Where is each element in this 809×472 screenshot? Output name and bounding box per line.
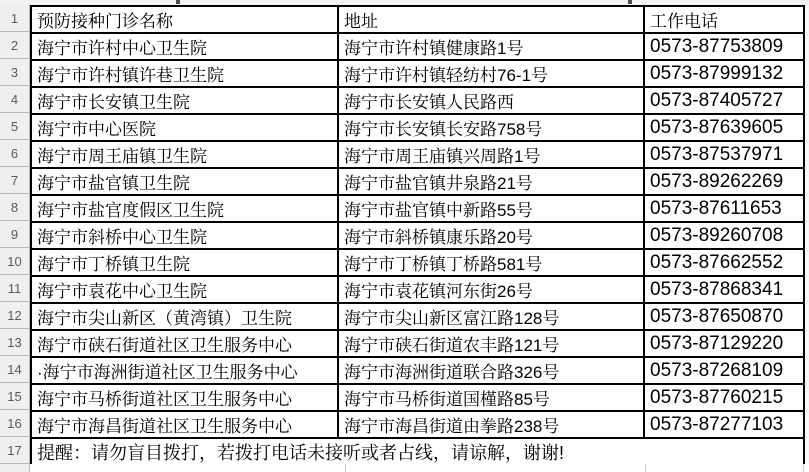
row-header-6[interactable]: 6: [0, 140, 30, 167]
footer-note-row: [31, 438, 804, 467]
address-cell[interactable]: 海宁市长安镇长安路758号: [338, 114, 644, 141]
table-row: [31, 195, 804, 222]
address-cell[interactable]: 海宁市硖石街道农丰路121号: [338, 330, 644, 357]
address-cell[interactable]: 海宁市斜桥镇康乐路20号: [338, 222, 644, 249]
header-clinic-name[interactable]: 预防接种门诊名称: [31, 6, 338, 33]
row-header-9[interactable]: 9: [0, 221, 30, 248]
header-phone[interactable]: 工作电话: [644, 6, 804, 33]
address-cell[interactable]: 海宁市海昌街道由拳路238号: [338, 411, 644, 438]
gutter-sliver: [0, 464, 30, 472]
clinic-name-cell[interactable]: 海宁市丁桥镇卫生院: [31, 249, 338, 276]
row-header-2[interactable]: 2: [0, 32, 30, 59]
clinic-name-cell[interactable]: 海宁市尖山新区（黄湾镇）卫生院: [31, 303, 338, 330]
phone-cell[interactable]: 0573-87760215: [644, 384, 804, 411]
phone-cell[interactable]: 0573-87662552: [644, 249, 804, 276]
clinic-name-cell[interactable]: 海宁市中心医院: [31, 114, 338, 141]
phone-cell[interactable]: 0573-87537971: [644, 141, 804, 168]
row-header-1[interactable]: 1: [0, 5, 30, 32]
table-row: [31, 33, 804, 60]
table-row: [31, 357, 804, 384]
phone-cell[interactable]: 0573-87129220: [644, 330, 804, 357]
clinic-name-cell[interactable]: ·海宁市海洲街道社区卫生服务中心: [31, 357, 338, 384]
table-row: [31, 384, 804, 411]
table-row: [31, 114, 804, 141]
table-row: [31, 249, 804, 276]
address-cell[interactable]: 海宁市海洲街道联合路326号: [338, 357, 644, 384]
table-row: [31, 411, 804, 438]
clinic-name-cell[interactable]: 海宁市海昌街道社区卫生服务中心: [31, 411, 338, 438]
phone-cell[interactable]: 0573-87277103: [644, 411, 804, 438]
table-row: [31, 141, 804, 168]
table-row: [31, 87, 804, 114]
address-cell[interactable]: 海宁市盐官镇井泉路21号: [338, 168, 644, 195]
next-empty-row-sliver: [0, 464, 809, 472]
phone-cell[interactable]: 0573-87639605: [644, 114, 804, 141]
column-letter-remnant: [176, 0, 180, 4]
row-header-4[interactable]: 4: [0, 86, 30, 113]
clinic-name-cell[interactable]: 海宁市长安镇卫生院: [31, 87, 338, 114]
clinic-name-cell[interactable]: 海宁市许村镇许巷卫生院: [31, 60, 338, 87]
row-header-8[interactable]: 8: [0, 194, 30, 221]
row-header-16[interactable]: 16: [0, 410, 30, 437]
row-header-11[interactable]: 11: [0, 275, 30, 302]
row-header-10[interactable]: 10: [0, 248, 30, 275]
phone-cell[interactable]: 0573-87999132: [644, 60, 804, 87]
phone-cell[interactable]: 0573-87268109: [644, 357, 804, 384]
phone-cell[interactable]: 0573-87868341: [644, 276, 804, 303]
address-cell[interactable]: 海宁市周王庙镇兴周路1号: [338, 141, 644, 168]
column-letter-remnant: [628, 0, 632, 4]
table-row: [31, 168, 804, 195]
gridline: [803, 464, 804, 472]
phone-cell[interactable]: 0573-87405727: [644, 87, 804, 114]
phone-cell[interactable]: 0573-87650870: [644, 303, 804, 330]
address-cell[interactable]: 海宁市许村镇健康路1号: [338, 33, 644, 60]
row-number-gutter: [0, 5, 30, 464]
header-address[interactable]: 地址: [338, 6, 644, 33]
phone-cell[interactable]: 0573-89260708: [644, 222, 804, 249]
phone-cell[interactable]: 0573-89262269: [644, 168, 804, 195]
gridline: [645, 464, 646, 472]
row-header-14[interactable]: 14: [0, 356, 30, 383]
phone-cell[interactable]: 0573-87753809: [644, 33, 804, 60]
table-row: [31, 60, 804, 87]
clinic-table: [30, 5, 805, 468]
table-row: [31, 303, 804, 330]
row-header-17[interactable]: 17: [0, 437, 30, 464]
phone-cell[interactable]: 0573-87611653: [644, 195, 804, 222]
row-header-7[interactable]: 7: [0, 167, 30, 194]
table-header-row: [31, 6, 804, 33]
clinic-name-cell[interactable]: 海宁市周王庙镇卫生院: [31, 141, 338, 168]
address-cell[interactable]: 海宁市丁桥镇丁桥路581号: [338, 249, 644, 276]
row-header-13[interactable]: 13: [0, 329, 30, 356]
gridline: [345, 464, 346, 472]
footer-note-cell[interactable]: 提醒：请勿盲目拨打，若拨打电话未接听或者占线，请谅解，谢谢!: [31, 438, 804, 467]
clinic-name-cell[interactable]: 海宁市马桥街道社区卫生服务中心: [31, 384, 338, 411]
clinic-name-cell[interactable]: 海宁市盐官度假区卫生院: [31, 195, 338, 222]
row-header-5[interactable]: 5: [0, 113, 30, 140]
row-header-12[interactable]: 12: [0, 302, 30, 329]
clinic-name-cell[interactable]: 海宁市许村中心卫生院: [31, 33, 338, 60]
table-row: [31, 276, 804, 303]
clinic-name-cell[interactable]: 海宁市硖石街道社区卫生服务中心: [31, 330, 338, 357]
clinic-name-cell[interactable]: 海宁市斜桥中心卫生院: [31, 222, 338, 249]
address-cell[interactable]: 海宁市盐官镇中新路55号: [338, 195, 644, 222]
address-cell[interactable]: 海宁市袁花镇河东街26号: [338, 276, 644, 303]
table-row: [31, 222, 804, 249]
address-cell[interactable]: 海宁市许村镇轻纺村76-1号: [338, 60, 644, 87]
clinic-name-cell[interactable]: 海宁市盐官镇卫生院: [31, 168, 338, 195]
address-cell[interactable]: 海宁市马桥街道国槿路85号: [338, 384, 644, 411]
row-header-3[interactable]: 3: [0, 59, 30, 86]
clinic-name-cell[interactable]: 海宁市袁花中心卫生院: [31, 276, 338, 303]
table-row: [31, 330, 804, 357]
address-cell[interactable]: 海宁市尖山新区富江路128号: [338, 303, 644, 330]
row-header-15[interactable]: 15: [0, 383, 30, 410]
address-cell[interactable]: 海宁市长安镇人民路西: [338, 87, 644, 114]
